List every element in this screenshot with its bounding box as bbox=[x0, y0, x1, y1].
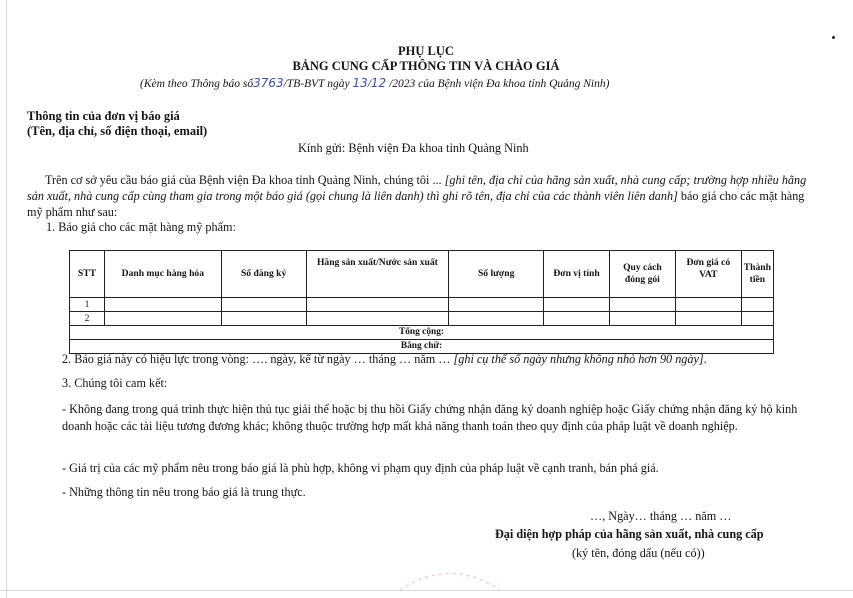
row-2-amount bbox=[741, 312, 773, 326]
handwritten-number: 3763 bbox=[253, 76, 284, 90]
header-manufacturer: Hãng sản xuất/Nước sản xuất bbox=[306, 251, 449, 298]
row-1-reg bbox=[221, 298, 306, 312]
row-1-unit bbox=[544, 298, 610, 312]
title-subtitle bbox=[140, 76, 609, 90]
signature-representative: Đại diện hợp pháp của hãng sản xuất, nhà cung cấp bbox=[495, 527, 764, 541]
total-row bbox=[70, 326, 774, 340]
amount-in-words-label: Bằng chữ: bbox=[70, 340, 774, 354]
signature-date: …, Ngày… tháng … năm … bbox=[590, 509, 732, 523]
section-2-validity bbox=[62, 352, 707, 367]
section-3-heading: 3. Chúng tôi cam kết: bbox=[62, 376, 168, 390]
table-row bbox=[70, 312, 774, 326]
intro-text-italic: [ghi tên, địa chỉ của hãng sản xuất, nhà cung cấp; trường hợp nhiều hãng sản xuất, nhà cung cấp cùng tham gia trong một báo giá (gọi chung là liên danh) thì ghi rõ tên, địa chỉ của các thành viên liên danh] bbox=[27, 173, 807, 203]
subtitle-part-b: /TB-BVT ngày bbox=[283, 78, 350, 90]
salutation: Kính gửi: Bệnh viện Đa khoa tỉnh Quảng Ninh bbox=[298, 141, 529, 155]
header-item-name: Danh mục hàng hóa bbox=[104, 251, 221, 298]
row-1-stt: 1 bbox=[70, 298, 105, 312]
row-2-qty bbox=[449, 312, 544, 326]
quotation-table bbox=[69, 250, 774, 354]
intro-text-1: Trên cơ sở yêu cầu báo giá của Bệnh viện Đa khoa tỉnh Quảng Ninh, chúng tôi ... bbox=[45, 173, 445, 187]
validity-end: . bbox=[703, 352, 707, 366]
row-2-manufacturer bbox=[306, 312, 449, 326]
subtitle-slash: / bbox=[367, 78, 371, 90]
row-2-price bbox=[675, 312, 741, 326]
table-header-row bbox=[70, 251, 774, 298]
vendor-info-hint: (Tên, địa chỉ, số điện thoại, email) bbox=[27, 124, 208, 138]
row-2-unit bbox=[544, 312, 610, 326]
subtitle-part-c: /2023 của Bệnh viện Đa khoa tỉnh Quảng Ninh) bbox=[389, 78, 610, 90]
scan-edge-left bbox=[6, 0, 7, 598]
row-1-packaging bbox=[609, 298, 675, 312]
row-2-item bbox=[104, 312, 221, 326]
section-1-heading: 1. Báo giá cho các mặt hàng mỹ phẩm: bbox=[46, 220, 236, 234]
header-unit-price: Đơn giá có VAT bbox=[675, 251, 741, 298]
row-2-packaging bbox=[609, 312, 675, 326]
signature-note: (ký tên, đóng dấu (nếu có)) bbox=[572, 546, 705, 560]
subtitle-part-a: (Kèm theo Thông báo số bbox=[140, 78, 254, 90]
row-1-manufacturer bbox=[306, 298, 449, 312]
intro-paragraph bbox=[27, 172, 817, 220]
intro-text-2: báo giá cho các mặt hàng mỹ phẩm như sau: bbox=[27, 189, 805, 219]
header-quantity: Số lượng bbox=[449, 251, 544, 298]
validity-note: [ghi cụ thể số ngày nhưng không nhỏ hơn 90 ngày] bbox=[453, 352, 704, 366]
row-2-reg bbox=[221, 312, 306, 326]
row-1-amount bbox=[741, 298, 773, 312]
table-row bbox=[70, 298, 774, 312]
row-1-qty bbox=[449, 298, 544, 312]
validity-text: 2. Báo giá này có hiệu lực trong vòng: …. ngày, kể từ ngày … tháng … năm … bbox=[62, 352, 454, 366]
commitment-1: - Không đang trong quá trình thực hiện thủ tục giải thể hoặc bị thu hồi Giấy chứng nhận đăng ký doanh nghiệp hoặc Giấy chứng nhận đăng ký hộ kinh doanh hoặc các tài liệu tương đương khác; không thuộc trường hợp mất khả năng thanh toán theo quy định của pháp luật về doanh nghiệp. bbox=[62, 402, 798, 433]
title-appendix: PHỤ LỤC bbox=[398, 44, 454, 58]
stamp-mark bbox=[395, 552, 505, 592]
row-1-price bbox=[675, 298, 741, 312]
vendor-info-label: Thông tin của đơn vị báo giá bbox=[27, 109, 180, 123]
header-packaging: Quy cách đóng gói bbox=[609, 251, 675, 298]
handwritten-month: 12 bbox=[370, 76, 387, 90]
scan-dot bbox=[832, 36, 835, 39]
total-label: Tổng cộng: bbox=[70, 326, 774, 340]
row-1-item bbox=[104, 298, 221, 312]
header-amount: Thành tiền bbox=[741, 251, 773, 298]
row-2-stt: 2 bbox=[70, 312, 105, 326]
header-stt: STT bbox=[70, 251, 105, 298]
title-main: BẢNG CUNG CẤP THÔNG TIN VÀ CHÀO GIÁ bbox=[292, 59, 560, 73]
handwritten-day: 13 bbox=[352, 76, 368, 90]
header-unit: Đơn vị tính bbox=[544, 251, 610, 298]
commitment-3: - Những thông tin nêu trong báo giá là trung thực. bbox=[62, 485, 306, 499]
header-registration-no: Số đăng ký bbox=[221, 251, 306, 298]
commitment-2: - Giá trị của các mỹ phẩm nêu trong báo giá là phù hợp, không vi phạm quy định của pháp luật về cạnh tranh, bán phá giá. bbox=[62, 461, 659, 475]
